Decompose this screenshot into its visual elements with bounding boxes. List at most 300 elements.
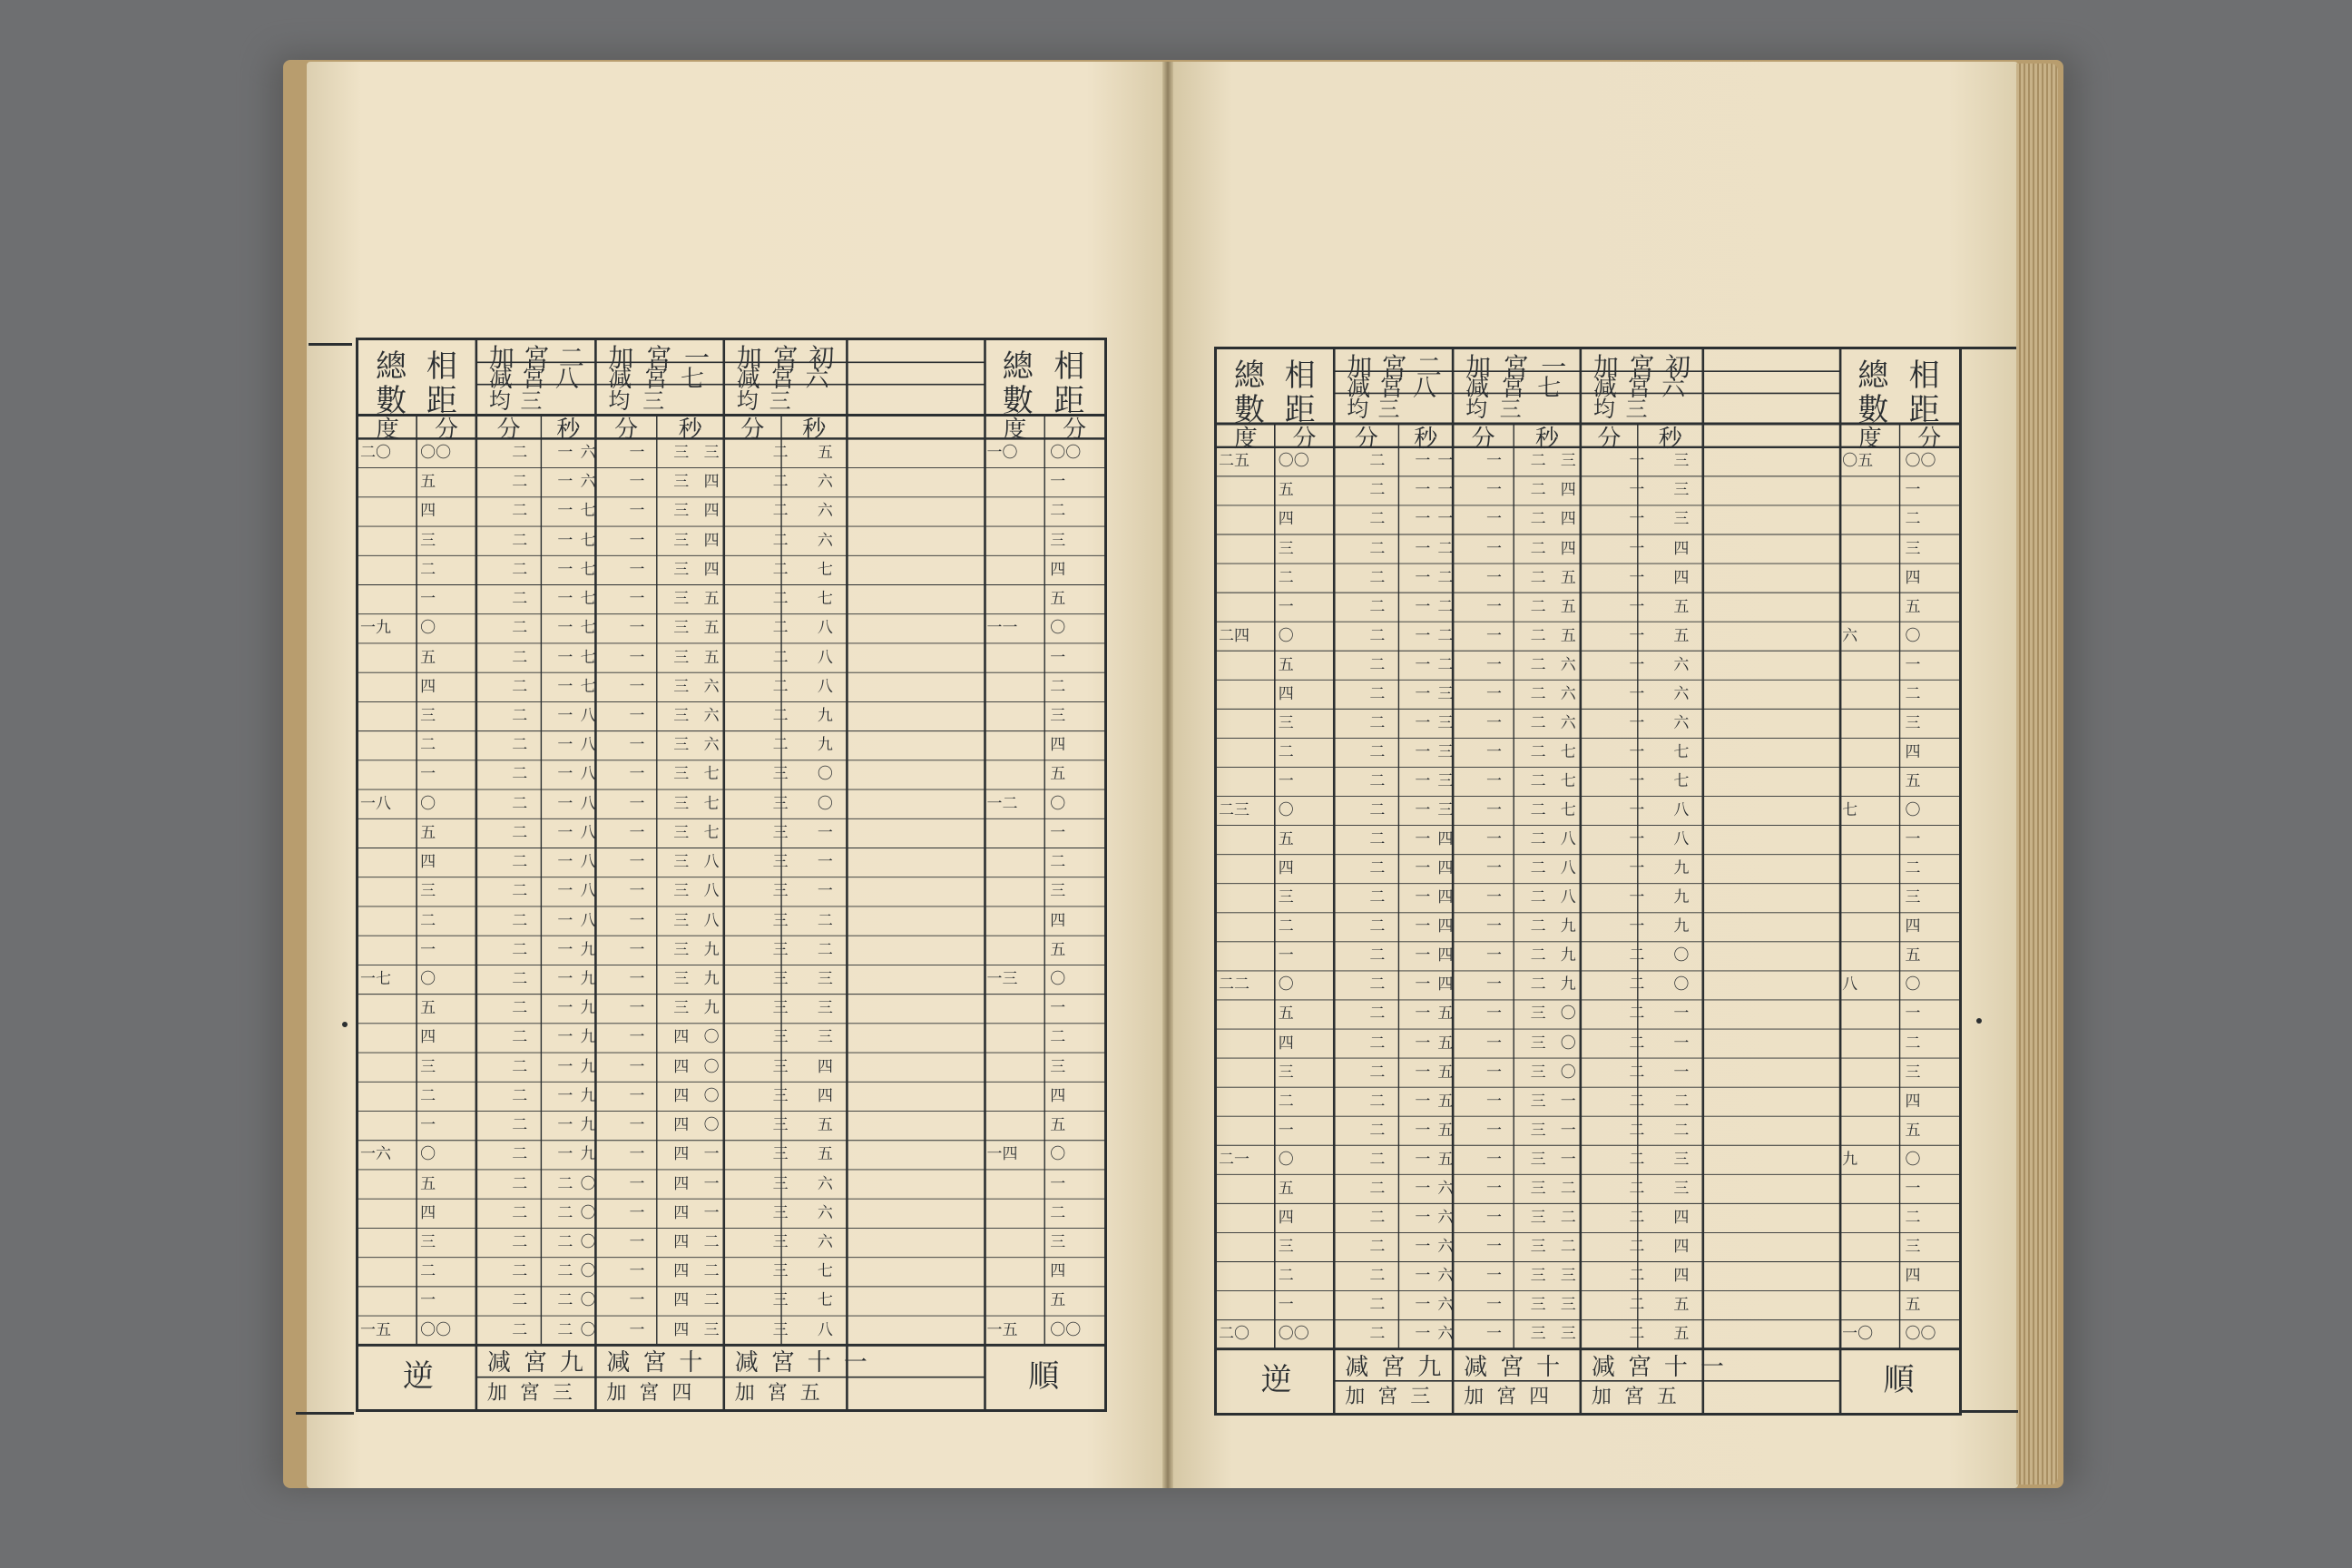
left-cell-r24-c7: 一 xyxy=(703,1145,720,1164)
right-subheader-9: 分 xyxy=(1917,426,1944,454)
left-cell-r16-c5: 一 xyxy=(629,911,645,930)
left-cell-r19-c1: 五 xyxy=(420,999,436,1018)
right-cell-r20-c4: 五 xyxy=(1437,1034,1454,1053)
left-cell-r2-c4: 七 xyxy=(580,502,596,521)
left-cell-r9-c1: 三 xyxy=(420,707,436,725)
left-cell-r6-c8: 二 xyxy=(772,619,789,638)
right-cell-r17-c5: 一 xyxy=(1486,946,1503,965)
left-cell-r3-c7: 四 xyxy=(703,531,720,550)
left-cell-r1-c3: 一 xyxy=(557,473,573,492)
left-cell-r28-c4: 〇 xyxy=(580,1262,596,1281)
left-cell-r9-c9: 九 xyxy=(817,707,833,725)
right-cell-r2-c11: 二 xyxy=(1905,510,1921,529)
left-cell-r9-c4: 八 xyxy=(580,707,596,725)
right-cell-r12-c5: 一 xyxy=(1486,801,1503,820)
left-cell-r5-c9: 七 xyxy=(817,590,833,609)
right-cell-r12-c10: 七 xyxy=(1842,801,1858,820)
left-header-col3-line3: 均三 xyxy=(736,387,802,414)
right-cell-r21-c7: 〇 xyxy=(1560,1063,1576,1082)
right-cell-r5-c4: 二 xyxy=(1437,597,1454,616)
left-cell-r18-c3: 一 xyxy=(557,970,573,989)
right-cell-r1-c3: 一 xyxy=(1415,481,1431,500)
left-subheader-2: 分 xyxy=(496,416,523,445)
left-cell-r27-c8: 三 xyxy=(772,1233,789,1252)
right-cell-r1-c11: 一 xyxy=(1905,481,1921,500)
left-corner-left-b: 總數 xyxy=(369,349,407,418)
right-cell-r1-c7: 四 xyxy=(1560,481,1576,500)
left-cell-r18-c1: 〇 xyxy=(420,970,436,989)
right-subheader-2: 分 xyxy=(1354,426,1380,454)
right-cell-r5-c2: 二 xyxy=(1369,597,1386,616)
left-cell-r29-c9: 七 xyxy=(817,1291,833,1310)
left-cell-r12-c9: 〇 xyxy=(817,794,833,813)
left-cell-r2-c2: 二 xyxy=(512,502,528,521)
left-cell-r9-c8: 二 xyxy=(772,707,789,725)
left-cell-r18-c9: 三 xyxy=(817,970,833,989)
left-cell-r21-c11: 三 xyxy=(1050,1057,1066,1076)
right-cell-r6-c0: 二四 xyxy=(1219,626,1250,645)
left-cell-r18-c7: 九 xyxy=(703,970,720,989)
left-cell-r4-c9: 七 xyxy=(817,560,833,579)
left-cell-r28-c2: 二 xyxy=(512,1262,528,1281)
right-cell-r5-c3: 一 xyxy=(1415,597,1431,616)
left-cell-r24-c0: 一六 xyxy=(360,1145,391,1164)
right-cell-r4-c8: 一 xyxy=(1629,568,1645,587)
right-cell-r22-c3: 一 xyxy=(1415,1092,1431,1111)
left-cell-r19-c6: 三 xyxy=(673,999,690,1018)
left-table-grid xyxy=(358,340,1104,1409)
left-cell-r17-c4: 九 xyxy=(580,940,596,959)
right-cell-r23-c1: 一 xyxy=(1278,1121,1294,1140)
right-cell-r7-c1: 五 xyxy=(1278,655,1294,674)
left-header-col2-line2: 减宮七 xyxy=(608,366,717,394)
right-cell-r16-c3: 一 xyxy=(1415,917,1431,936)
left-footer-right: 順 xyxy=(1028,1357,1060,1395)
right-cell-r20-c11: 二 xyxy=(1905,1034,1921,1053)
left-subheader-3: 秒 xyxy=(556,416,583,445)
left-cell-r26-c11: 二 xyxy=(1050,1203,1066,1222)
right-subheader-5: 秒 xyxy=(1535,426,1562,454)
right-table xyxy=(1214,347,1962,1416)
left-cell-r4-c7: 四 xyxy=(703,560,720,579)
right-footer-col2-line1: 减宮十 xyxy=(1464,1353,1573,1381)
left-cell-r20-c5: 一 xyxy=(629,1028,645,1047)
right-cell-r18-c2: 二 xyxy=(1369,975,1386,995)
right-cell-r27-c11: 三 xyxy=(1905,1237,1921,1256)
right-cell-r5-c7: 五 xyxy=(1560,597,1576,616)
left-cell-r13-c11: 一 xyxy=(1050,823,1066,842)
right-cell-r30-c9: 五 xyxy=(1673,1325,1690,1344)
left-cell-r1-c7: 四 xyxy=(703,473,720,492)
left-cell-r25-c6: 四 xyxy=(673,1174,690,1193)
left-cell-r28-c1: 二 xyxy=(420,1262,436,1281)
right-cell-r17-c2: 二 xyxy=(1369,946,1386,965)
left-footer-col3-line2: 加宮五 xyxy=(734,1381,833,1405)
left-cell-r1-c11: 一 xyxy=(1050,473,1066,492)
left-cell-r22-c5: 一 xyxy=(629,1086,645,1105)
left-subheader-9: 分 xyxy=(1063,416,1089,445)
left-cell-r2-c5: 一 xyxy=(629,502,645,521)
right-footer-col1-line2: 加宮三 xyxy=(1345,1385,1444,1408)
right-cell-r23-c2: 二 xyxy=(1369,1121,1386,1140)
left-cell-r19-c2: 二 xyxy=(512,999,528,1018)
right-cell-r19-c11: 一 xyxy=(1905,1004,1921,1024)
right-cell-r29-c2: 二 xyxy=(1369,1296,1386,1315)
right-cell-r15-c3: 一 xyxy=(1415,888,1431,907)
left-cell-r11-c9: 〇 xyxy=(817,765,833,784)
right-cell-r20-c6: 三 xyxy=(1530,1034,1546,1053)
right-cell-r21-c8: 二 xyxy=(1629,1063,1645,1082)
left-cell-r0-c2: 二 xyxy=(512,443,528,462)
right-cell-r19-c4: 五 xyxy=(1437,1004,1454,1024)
left-cell-r30-c8: 三 xyxy=(772,1320,789,1339)
left-cell-r10-c8: 二 xyxy=(772,736,789,755)
right-cell-r24-c10: 九 xyxy=(1842,1150,1858,1169)
right-cell-r15-c11: 三 xyxy=(1905,888,1921,907)
left-cell-r10-c2: 二 xyxy=(512,736,528,755)
right-subheader-6: 分 xyxy=(1597,426,1623,454)
right-cell-r18-c3: 一 xyxy=(1415,975,1431,995)
right-cell-r2-c4: 一 xyxy=(1437,510,1454,529)
left-cell-r3-c4: 七 xyxy=(580,531,596,550)
right-cell-r16-c1: 二 xyxy=(1278,917,1294,936)
left-cell-r30-c10: 一五 xyxy=(986,1320,1018,1339)
left-cell-r21-c7: 〇 xyxy=(703,1057,720,1076)
right-cell-r1-c2: 二 xyxy=(1369,481,1386,500)
right-cell-r7-c8: 一 xyxy=(1629,655,1645,674)
left-cell-r8-c11: 二 xyxy=(1050,677,1066,696)
right-cell-r0-c11: 〇〇 xyxy=(1905,452,1936,471)
right-cell-r10-c9: 七 xyxy=(1673,742,1690,761)
left-cell-r23-c2: 二 xyxy=(512,1116,528,1135)
right-cell-r11-c8: 一 xyxy=(1629,772,1645,790)
right-cell-r22-c8: 二 xyxy=(1629,1092,1645,1111)
right-cell-r16-c8: 一 xyxy=(1629,917,1645,936)
left-cell-r8-c9: 八 xyxy=(817,677,833,696)
right-cell-r27-c6: 三 xyxy=(1530,1237,1546,1256)
left-cell-r9-c11: 三 xyxy=(1050,707,1066,725)
right-cell-r14-c11: 二 xyxy=(1905,859,1921,878)
right-cell-r9-c7: 六 xyxy=(1560,713,1576,732)
left-cell-r17-c11: 五 xyxy=(1050,940,1066,959)
right-cell-r1-c4: 一 xyxy=(1437,481,1454,500)
left-cell-r16-c2: 二 xyxy=(512,911,528,930)
left-footer-left: 逆 xyxy=(402,1357,434,1395)
right-cell-r18-c9: 〇 xyxy=(1673,975,1690,995)
left-cell-r14-c8: 三 xyxy=(772,853,789,872)
right-cell-r19-c6: 三 xyxy=(1530,1004,1546,1024)
left-cell-r10-c1: 二 xyxy=(420,736,436,755)
left-cell-r29-c8: 三 xyxy=(772,1291,789,1310)
left-cell-r22-c6: 四 xyxy=(673,1086,690,1105)
left-cell-r16-c1: 二 xyxy=(420,911,436,930)
right-cell-r17-c1: 一 xyxy=(1278,946,1294,965)
left-cell-r11-c8: 三 xyxy=(772,765,789,784)
left-cell-r20-c2: 二 xyxy=(512,1028,528,1047)
left-cell-r6-c2: 二 xyxy=(512,619,528,638)
left-cell-r16-c3: 一 xyxy=(557,911,573,930)
right-cell-r30-c6: 三 xyxy=(1530,1325,1546,1344)
right-cell-r0-c6: 二 xyxy=(1530,452,1546,471)
right-cell-r14-c6: 二 xyxy=(1530,859,1546,878)
right-cell-r11-c9: 七 xyxy=(1673,772,1690,790)
left-cell-r21-c6: 四 xyxy=(673,1057,690,1076)
right-cell-r2-c8: 一 xyxy=(1629,510,1645,529)
left-cell-r13-c2: 二 xyxy=(512,823,528,842)
right-cell-r3-c7: 四 xyxy=(1560,539,1576,558)
right-cell-r6-c3: 一 xyxy=(1415,626,1431,645)
left-cell-r15-c7: 八 xyxy=(703,882,720,901)
right-header-col3-line2: 减宮六 xyxy=(1592,375,1696,403)
right-cell-r14-c8: 一 xyxy=(1629,859,1645,878)
left-cell-r12-c5: 一 xyxy=(629,794,645,813)
left-cell-r27-c3: 二 xyxy=(557,1233,573,1252)
bottom-rule-right xyxy=(1962,1410,2018,1413)
right-cell-r21-c9: 一 xyxy=(1673,1063,1690,1082)
right-cell-r19-c9: 一 xyxy=(1673,1004,1690,1024)
right-subheader-7: 秒 xyxy=(1658,426,1684,454)
left-cell-r14-c2: 二 xyxy=(512,853,528,872)
left-cell-r28-c7: 二 xyxy=(703,1262,720,1281)
right-cell-r24-c0: 二一 xyxy=(1219,1150,1250,1169)
left-cell-r0-c10: 一〇 xyxy=(986,443,1018,462)
left-cell-r27-c9: 六 xyxy=(817,1233,833,1252)
right-cell-r28-c5: 一 xyxy=(1486,1267,1503,1286)
right-cell-r8-c5: 一 xyxy=(1486,684,1503,703)
left-cell-r18-c5: 一 xyxy=(629,970,645,989)
left-cell-r15-c5: 一 xyxy=(629,882,645,901)
right-cell-r16-c5: 一 xyxy=(1486,917,1503,936)
right-cell-r11-c6: 二 xyxy=(1530,772,1546,790)
left-cell-r30-c2: 二 xyxy=(512,1320,528,1339)
left-cell-r5-c8: 二 xyxy=(772,590,789,609)
right-footer-col1-line1: 减宮九 xyxy=(1345,1353,1455,1381)
left-cell-r30-c3: 二 xyxy=(557,1320,573,1339)
right-cell-r27-c7: 二 xyxy=(1560,1237,1576,1256)
left-cell-r6-c6: 三 xyxy=(673,619,690,638)
left-cell-r24-c2: 二 xyxy=(512,1145,528,1164)
left-cell-r12-c6: 三 xyxy=(673,794,690,813)
left-header-col1-line3: 均三 xyxy=(488,387,552,414)
left-cell-r11-c5: 一 xyxy=(629,765,645,784)
right-cell-r13-c1: 五 xyxy=(1278,830,1294,849)
right-footer-col3-line1: 减宮十一 xyxy=(1591,1353,1737,1381)
right-cell-r7-c9: 六 xyxy=(1673,655,1690,674)
right-cell-r6-c8: 一 xyxy=(1629,626,1645,645)
right-cell-r22-c5: 一 xyxy=(1486,1092,1503,1111)
left-cell-r8-c1: 四 xyxy=(420,677,436,696)
left-cell-r18-c0: 一七 xyxy=(360,970,391,989)
left-cell-r3-c11: 三 xyxy=(1050,531,1066,550)
left-cell-r22-c2: 二 xyxy=(512,1086,528,1105)
left-cell-r26-c2: 二 xyxy=(512,1203,528,1222)
right-cell-r12-c7: 七 xyxy=(1560,801,1576,820)
left-cell-r11-c3: 一 xyxy=(557,765,573,784)
left-cell-r13-c7: 七 xyxy=(703,823,720,842)
left-footer-col1-line2: 加宮三 xyxy=(486,1381,585,1405)
right-cell-r8-c11: 二 xyxy=(1905,684,1921,703)
right-cell-r17-c7: 九 xyxy=(1560,946,1576,965)
right-cell-r10-c7: 七 xyxy=(1560,742,1576,761)
left-cell-r1-c1: 五 xyxy=(420,473,436,492)
right-cell-r9-c9: 六 xyxy=(1673,713,1690,732)
left-cell-r6-c1: 〇 xyxy=(420,619,436,638)
left-cell-r21-c1: 三 xyxy=(420,1057,436,1076)
right-cell-r26-c1: 四 xyxy=(1278,1208,1294,1227)
right-cell-r12-c4: 三 xyxy=(1437,801,1454,820)
right-cell-r29-c7: 三 xyxy=(1560,1296,1576,1315)
left-cell-r19-c5: 一 xyxy=(629,999,645,1018)
right-cell-r24-c6: 三 xyxy=(1530,1150,1546,1169)
right-cell-r27-c9: 四 xyxy=(1673,1237,1690,1256)
left-footer-col3-line1: 减宮十一 xyxy=(734,1349,880,1377)
right-cell-r22-c1: 二 xyxy=(1278,1092,1294,1111)
left-cell-r23-c3: 一 xyxy=(557,1116,573,1135)
left-cell-r5-c6: 三 xyxy=(673,590,690,609)
right-cell-r18-c8: 二 xyxy=(1629,975,1645,995)
left-cell-r11-c1: 一 xyxy=(420,765,436,784)
right-cell-r23-c8: 二 xyxy=(1629,1121,1645,1140)
left-cell-r29-c4: 〇 xyxy=(580,1291,596,1310)
right-cell-r3-c2: 二 xyxy=(1369,539,1386,558)
right-cell-r30-c4: 六 xyxy=(1437,1325,1454,1344)
left-cell-r0-c11: 〇〇 xyxy=(1050,443,1082,462)
right-corner-left-b: 總數 xyxy=(1228,358,1265,427)
left-cell-r23-c1: 一 xyxy=(420,1116,436,1135)
right-cell-r23-c3: 一 xyxy=(1415,1121,1431,1140)
left-cell-r30-c5: 一 xyxy=(629,1320,645,1339)
right-cell-r14-c2: 二 xyxy=(1369,859,1386,878)
right-cell-r21-c6: 三 xyxy=(1530,1063,1546,1082)
right-cell-r3-c6: 二 xyxy=(1530,539,1546,558)
left-cell-r17-c2: 二 xyxy=(512,940,528,959)
left-cell-r16-c8: 三 xyxy=(772,911,789,930)
left-cell-r8-c8: 二 xyxy=(772,677,789,696)
right-cell-r9-c6: 二 xyxy=(1530,713,1546,732)
left-cell-r1-c8: 二 xyxy=(772,473,789,492)
right-cell-r27-c2: 二 xyxy=(1369,1237,1386,1256)
right-cell-r12-c3: 一 xyxy=(1415,801,1431,820)
left-cell-r5-c2: 二 xyxy=(512,590,528,609)
left-cell-r20-c1: 四 xyxy=(420,1028,436,1047)
right-cell-r0-c7: 三 xyxy=(1560,452,1576,471)
right-cell-r29-c6: 三 xyxy=(1530,1296,1546,1315)
left-cell-r4-c1: 二 xyxy=(420,560,436,579)
left-cell-r24-c6: 四 xyxy=(673,1145,690,1164)
left-cell-r13-c6: 三 xyxy=(673,823,690,842)
left-cell-r27-c1: 三 xyxy=(420,1233,436,1252)
left-cell-r26-c9: 六 xyxy=(817,1203,833,1222)
left-cell-r16-c7: 八 xyxy=(703,911,720,930)
right-cell-r13-c9: 八 xyxy=(1673,830,1690,849)
right-cell-r19-c2: 二 xyxy=(1369,1004,1386,1024)
right-cell-r0-c9: 三 xyxy=(1673,452,1690,471)
right-footer-left: 逆 xyxy=(1260,1361,1292,1398)
left-cell-r24-c9: 五 xyxy=(817,1145,833,1164)
right-cell-r27-c1: 三 xyxy=(1278,1237,1294,1256)
left-cell-r30-c11: 〇〇 xyxy=(1050,1320,1082,1339)
left-cell-r25-c5: 一 xyxy=(629,1174,645,1193)
right-cell-r29-c3: 一 xyxy=(1415,1296,1431,1315)
right-cell-r24-c1: 〇 xyxy=(1278,1150,1294,1169)
left-cell-r6-c9: 八 xyxy=(817,619,833,638)
right-cell-r21-c4: 五 xyxy=(1437,1063,1454,1082)
margin-dot-left xyxy=(342,1022,348,1027)
right-cell-r15-c8: 一 xyxy=(1629,888,1645,907)
right-cell-r23-c9: 二 xyxy=(1673,1121,1690,1140)
left-corner-right-a: 相距 xyxy=(1047,349,1084,418)
right-cell-r24-c4: 五 xyxy=(1437,1150,1454,1169)
book-gutter xyxy=(1162,62,1173,1488)
left-subheader-5: 秒 xyxy=(678,416,704,445)
left-cell-r12-c8: 三 xyxy=(772,794,789,813)
right-cell-r25-c6: 三 xyxy=(1530,1179,1546,1198)
right-cell-r3-c3: 一 xyxy=(1415,539,1431,558)
right-table-grid xyxy=(1217,349,1959,1413)
left-cell-r26-c1: 四 xyxy=(420,1203,436,1222)
right-cell-r18-c10: 八 xyxy=(1842,975,1858,995)
right-cell-r8-c3: 一 xyxy=(1415,684,1431,703)
left-cell-r7-c3: 一 xyxy=(557,648,573,667)
right-cell-r30-c8: 二 xyxy=(1629,1325,1645,1344)
right-cell-r16-c4: 四 xyxy=(1437,917,1454,936)
right-cell-r16-c11: 四 xyxy=(1905,917,1921,936)
left-cell-r25-c9: 六 xyxy=(817,1174,833,1193)
left-cell-r4-c2: 二 xyxy=(512,560,528,579)
right-cell-r18-c6: 二 xyxy=(1530,975,1546,995)
left-cell-r10-c9: 九 xyxy=(817,736,833,755)
left-cell-r17-c1: 一 xyxy=(420,940,436,959)
left-cell-r12-c7: 七 xyxy=(703,794,720,813)
left-cell-r27-c2: 二 xyxy=(512,1233,528,1252)
right-cell-r11-c1: 一 xyxy=(1278,772,1294,790)
left-header-col1-line1: 加宮二 xyxy=(488,343,594,373)
right-cell-r4-c5: 一 xyxy=(1486,568,1503,587)
left-cell-r2-c6: 三 xyxy=(673,502,690,521)
left-cell-r21-c9: 四 xyxy=(817,1057,833,1076)
left-cell-r26-c4: 〇 xyxy=(580,1203,596,1222)
right-cell-r4-c11: 四 xyxy=(1905,568,1921,587)
right-subheader-1: 分 xyxy=(1292,426,1318,454)
left-cell-r7-c1: 五 xyxy=(420,648,436,667)
left-cell-r0-c9: 五 xyxy=(817,443,833,462)
right-cell-r0-c1: 〇〇 xyxy=(1278,452,1309,471)
right-cell-r4-c1: 二 xyxy=(1278,568,1294,587)
right-cell-r3-c1: 三 xyxy=(1278,539,1294,558)
right-cell-r10-c2: 二 xyxy=(1369,742,1386,761)
left-cell-r15-c8: 三 xyxy=(772,882,789,901)
left-cell-r27-c7: 二 xyxy=(703,1233,720,1252)
top-rule-left xyxy=(309,343,352,346)
left-cell-r15-c1: 三 xyxy=(420,882,436,901)
left-cell-r22-c7: 〇 xyxy=(703,1086,720,1105)
left-cell-r21-c2: 二 xyxy=(512,1057,528,1076)
right-cell-r13-c4: 四 xyxy=(1437,830,1454,849)
left-cell-r11-c2: 二 xyxy=(512,765,528,784)
right-cell-r22-c6: 三 xyxy=(1530,1092,1546,1111)
right-cell-r10-c4: 三 xyxy=(1437,742,1454,761)
right-cell-r8-c8: 一 xyxy=(1629,684,1645,703)
right-cell-r17-c8: 二 xyxy=(1629,946,1645,965)
right-cell-r25-c2: 二 xyxy=(1369,1179,1386,1198)
right-cell-r8-c6: 二 xyxy=(1530,684,1546,703)
right-cell-r2-c7: 四 xyxy=(1560,510,1576,529)
right-cell-r7-c6: 二 xyxy=(1530,655,1546,674)
left-cell-r11-c7: 七 xyxy=(703,765,720,784)
right-cell-r7-c7: 六 xyxy=(1560,655,1576,674)
right-cell-r25-c8: 二 xyxy=(1629,1179,1645,1198)
right-cell-r16-c2: 二 xyxy=(1369,917,1386,936)
